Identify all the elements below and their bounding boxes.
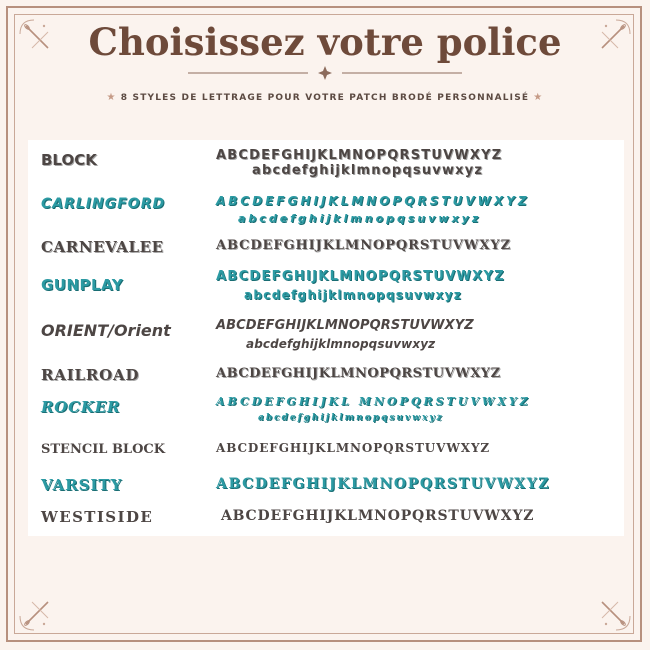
font-alphabet (216, 440, 490, 456)
subtitle-text: 8 STYLES DE LETTRAGE POUR VOTRE PATCH BRODÉ PERSONNALISÉ (120, 93, 530, 103)
font-samples-panel (28, 140, 624, 536)
sparkle-divider-icon (188, 66, 462, 80)
font-alphabet (216, 148, 502, 178)
font-name: WESTISIDE (41, 508, 154, 526)
alphabet-uppercase: ABCDEFGHIJKLMNOPQRSTUVWXYZ (216, 366, 501, 381)
font-alphabet (216, 268, 505, 304)
alphabet-uppercase: ABCDEFGHIJKLMNOPQRSTUVWXYZ (216, 476, 551, 492)
alphabet-uppercase: ABCDEFGHIJKLMNOPQRSTUVWXYZ (216, 194, 530, 208)
font-alphabet (216, 475, 550, 493)
font-alphabet (216, 238, 511, 254)
font-name: ROCKER (41, 398, 121, 416)
alphabet-lowercase: abcdefghijklmnopqsuvwxyz (252, 163, 484, 178)
page-title: Choisissez votre police (88, 20, 562, 64)
font-name: GUNPLAY (41, 276, 124, 294)
font-name: STENCIL BLOCK (41, 442, 166, 457)
alphabet-lowercase: abcdefghijklmnopqsuvwxyz (246, 337, 436, 351)
alphabet-uppercase: ABCDEFGHIJKLMNOPQRSTUVWXYZ (216, 238, 511, 253)
star-icon: ★ (106, 92, 117, 103)
font-alphabet (216, 366, 501, 382)
font-name: RAILROAD (41, 366, 140, 384)
alphabet-lowercase: abcdefghijklmnopqsuvwxyz (238, 212, 482, 225)
alphabet-lowercase: abcdefghijklmnopqsuvwxyz (258, 413, 444, 423)
needle-corner-icon (18, 590, 60, 632)
font-alphabet (216, 394, 531, 426)
font-name: CARLINGFORD (41, 196, 166, 212)
font-name: BLOCK (41, 151, 97, 169)
alphabet-lowercase: abcdefghijklmnopqsuvwxyz (244, 288, 463, 302)
alphabet-uppercase: ABCDEFGHIJKLMNOPQRSTUVWXYZ (216, 318, 474, 333)
font-name: CARNEVALEE (41, 238, 164, 256)
alphabet-uppercase: ABCDEFGHIJKLMNOPQRSTUVWXYZ (216, 148, 503, 163)
alphabet-uppercase: ABCDEFGHIJKLMNOPQRSTUVWXYZ (221, 508, 535, 524)
page-subtitle (0, 92, 650, 103)
font-alphabet (216, 316, 474, 354)
font-name: VARSITY (41, 476, 123, 494)
font-alphabet (221, 507, 534, 525)
star-icon: ★ (533, 92, 544, 103)
font-name: ORIENT/Orient (41, 321, 171, 340)
font-alphabet (216, 192, 530, 228)
needle-corner-icon (590, 590, 632, 632)
alphabet-uppercase: ABCDEFGHIJKLMNOPQRSTUVWXYZ (216, 269, 505, 284)
alphabet-uppercase: ABCDEFGHIJKLMNOPQRSTUVWXYZ (216, 441, 491, 455)
alphabet-uppercase: ABCDEFGHIJKL MNOPQRSTUVWXYZ (216, 395, 531, 408)
